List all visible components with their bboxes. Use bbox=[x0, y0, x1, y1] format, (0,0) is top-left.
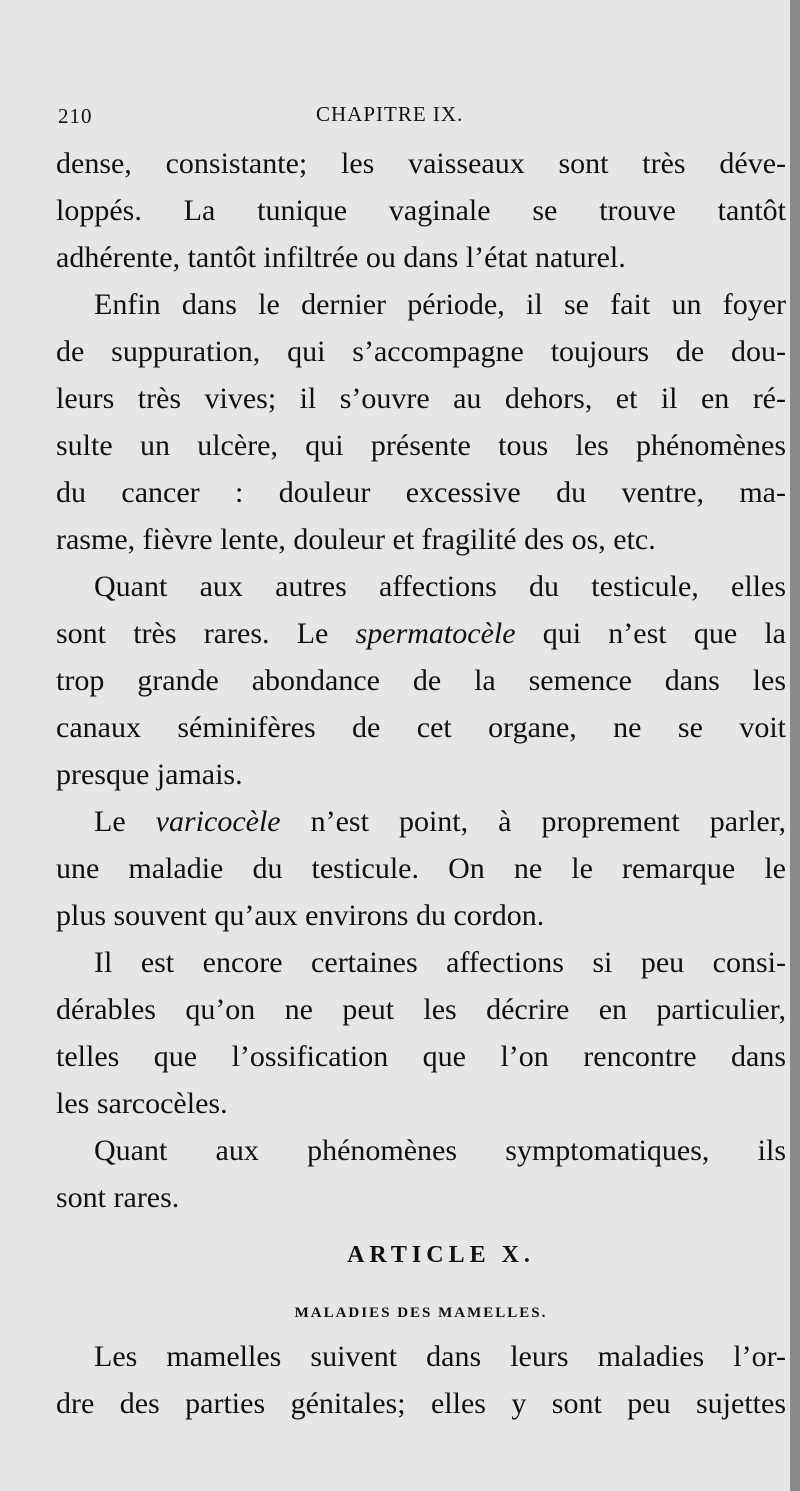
italic-term: varicocèle bbox=[155, 805, 281, 838]
text-line: du cancer : douleur excessive du ventre, ma- bbox=[56, 476, 786, 509]
article-heading: ARTICLE X. bbox=[347, 1242, 535, 1268]
text-line: Les mamelles suivent dans leurs maladies l’or- bbox=[94, 1340, 786, 1373]
text-line: Il est encore certaines affections si peu consi- bbox=[94, 946, 786, 979]
text-line: sont rares. bbox=[56, 1181, 180, 1214]
paragraph bbox=[56, 1127, 786, 1221]
text-line: dre des parties génitales; elles y sont peu sujettes bbox=[56, 1387, 786, 1420]
paragraph bbox=[56, 1333, 786, 1427]
page-edge bbox=[790, 0, 800, 1491]
body-text bbox=[56, 140, 786, 1221]
text-line: de suppuration, qui s’accompagne toujours de dou- bbox=[56, 335, 786, 368]
paragraph bbox=[56, 140, 786, 281]
text-line: Quant aux autres affections du testicule, elles bbox=[94, 570, 786, 603]
paragraph bbox=[56, 798, 786, 939]
paragraph bbox=[56, 939, 786, 1127]
paragraph bbox=[56, 281, 786, 563]
article-body bbox=[56, 1333, 786, 1427]
text-line: une maladie du testicule. On ne le remarque le bbox=[56, 852, 786, 885]
section-heading: MALADIES DES MAMELLES. bbox=[294, 1305, 548, 1321]
italic-term: spermatocèle bbox=[355, 617, 516, 650]
text-line: plus souvent qu’aux environs du cordon. bbox=[56, 899, 545, 932]
text-line: les sarcocèles. bbox=[56, 1087, 228, 1120]
page-number: 210 bbox=[58, 104, 93, 128]
paragraph bbox=[56, 563, 786, 798]
text-line: loppés. La tunique vaginale se trouve tantôt bbox=[56, 194, 786, 227]
text-line: dérables qu’on ne peut les décrire en particulier, bbox=[56, 993, 786, 1026]
text-line: presque jamais. bbox=[56, 758, 243, 791]
text-line: rasme, fièvre lente, douleur et fragilité des os, etc. bbox=[56, 523, 656, 556]
running-head bbox=[56, 90, 786, 140]
text-line: Enfin dans le dernier période, il se fait un foyer bbox=[94, 288, 786, 321]
text-line: leurs très vives; il s’ouvre au dehors, et il en ré- bbox=[56, 382, 786, 415]
text-line: canaux séminifères de cet organe, ne se voit bbox=[56, 711, 786, 744]
text-line: sont très rares. Le spermatocèle qui n’est que la bbox=[56, 617, 786, 650]
text-line: sulte un ulcère, qui présente tous les phénomènes bbox=[56, 429, 786, 462]
text-line: adhérente, tantôt infiltrée ou dans l’état naturel. bbox=[56, 241, 626, 274]
chapter-title: CHAPITRE IX. bbox=[316, 102, 464, 126]
text-line: dense, consistante; les vaisseaux sont très déve- bbox=[56, 147, 786, 180]
text-line: Quant aux phénomènes symptomatiques, ils bbox=[94, 1134, 786, 1167]
page-content bbox=[56, 90, 786, 1427]
text-line: telles que l’ossification que l’on rencontre dans bbox=[56, 1040, 786, 1073]
text-line: trop grande abondance de la semence dans les bbox=[56, 664, 786, 697]
text-line: Le varicocèle n’est point, à proprement parler, bbox=[94, 805, 787, 838]
